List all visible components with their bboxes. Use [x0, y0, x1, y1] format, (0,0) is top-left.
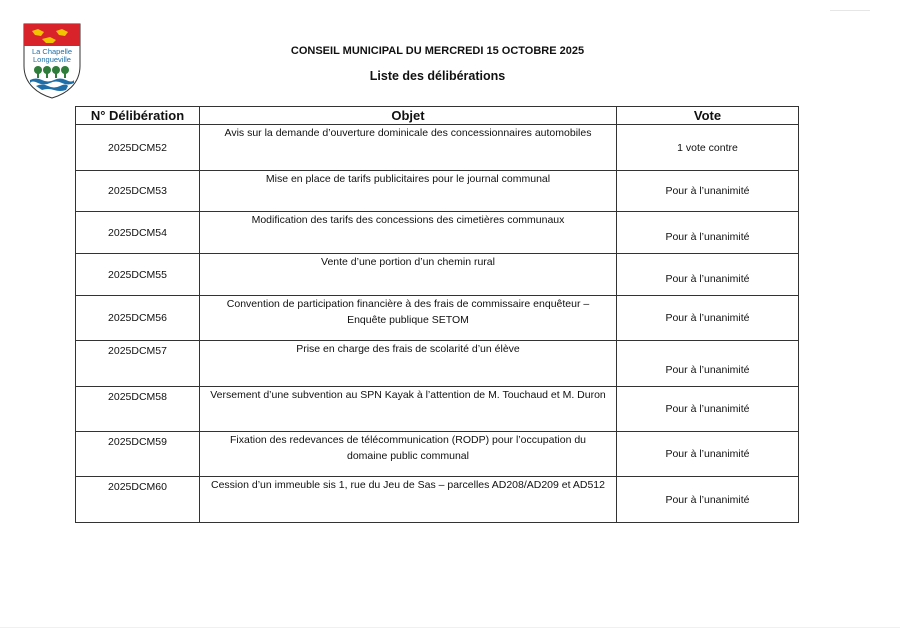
crest-text-line2: Longueville — [33, 55, 71, 64]
table-row — [76, 477, 799, 523]
deliberation-objet: Prise en charge des frais de scolarité d’un élève — [296, 343, 520, 355]
deliberation-vote: Pour à l’unanimité — [617, 477, 799, 523]
deliberation-vote: Pour à l’unanimité — [617, 341, 799, 387]
deliberation-objet: Modification des tarifs des concessions des cimetières communaux — [251, 214, 565, 226]
table-row — [76, 432, 799, 477]
table-row — [76, 341, 799, 387]
deliberation-objet: Vente d’une portion d’un chemin rural — [321, 256, 495, 268]
deliberation-number: 2025DCM54 — [76, 212, 200, 254]
deliberation-vote: Pour à l’unanimité — [617, 432, 799, 477]
scan-mark-bottom — [0, 627, 900, 628]
deliberations-table — [75, 106, 799, 523]
table-row — [76, 387, 799, 432]
deliberation-objet: Mise en place de tarifs publicitaires pour le journal communal — [265, 173, 551, 185]
deliberation-number: 2025DCM58 — [108, 391, 167, 403]
deliberation-number: 2025DCM52 — [76, 125, 200, 171]
deliberation-number: 2025DCM53 — [76, 171, 200, 212]
table-row — [76, 296, 799, 341]
page-title: CONSEIL MUNICIPAL DU MERCREDI 15 OCTOBRE 2025 — [290, 45, 585, 57]
table-header-row — [76, 107, 799, 125]
column-header-objet: Objet — [200, 107, 617, 125]
table-row — [76, 212, 799, 254]
town-crest-logo — [22, 22, 82, 100]
deliberation-number: 2025DCM60 — [108, 481, 167, 493]
deliberation-vote: Pour à l’unanimité — [617, 254, 799, 296]
column-header-vote: Vote — [617, 107, 799, 125]
table-row — [76, 125, 799, 171]
deliberation-objet: Avis sur la demande d’ouverture dominicale des concessionnaires automobiles — [224, 127, 592, 139]
scan-mark-top — [830, 10, 870, 11]
table-row — [76, 171, 799, 212]
deliberation-vote: Pour à l’unanimité — [617, 296, 799, 341]
deliberation-number: 2025DCM56 — [76, 296, 200, 341]
deliberation-objet: Convention de participation financière à des frais de commissaire enquêteur – Enquête publique SETOM — [226, 298, 590, 326]
deliberation-objet: Cession d’un immeuble sis 1, rue du Jeu de Sas – parcelles AD208/AD209 et AD512 — [211, 479, 605, 491]
deliberation-number: 2025DCM55 — [76, 254, 200, 296]
deliberation-number: 2025DCM59 — [108, 436, 167, 448]
deliberation-vote: Pour à l’unanimité — [617, 387, 799, 432]
table-row — [76, 254, 799, 296]
deliberation-objet: Versement d’une subvention au SPN Kayak à l’attention de M. Touchaud et M. Duron — [210, 389, 606, 401]
deliberation-vote: Pour à l’unanimité — [617, 212, 799, 254]
crest-text-line1: La Chapelle — [31, 47, 73, 56]
column-header-number: N° Délibération — [76, 107, 200, 125]
deliberation-vote: 1 vote contre — [617, 125, 799, 171]
deliberation-vote: Pour à l’unanimité — [617, 171, 799, 212]
page-subtitle: Liste des délibérations — [369, 69, 506, 83]
deliberation-objet: Fixation des redevances de télécommunication (RODP) pour l’occupation du domaine public communal — [229, 434, 586, 462]
deliberation-number: 2025DCM57 — [108, 345, 167, 357]
